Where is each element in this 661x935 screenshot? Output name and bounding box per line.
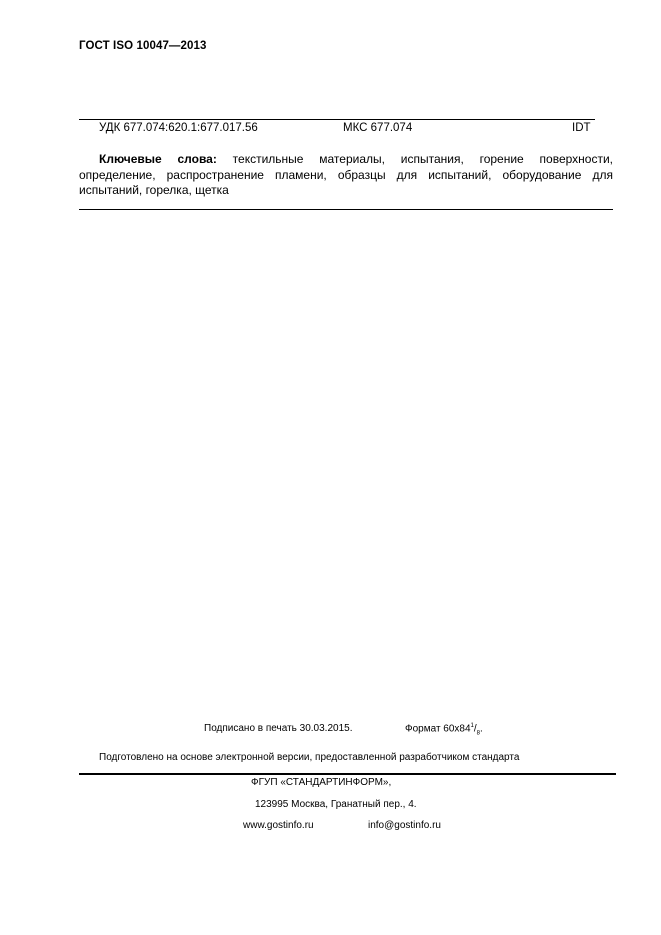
udk-code: УДК 677.074:620.1:677.017.56 — [99, 122, 258, 134]
publisher-name: ФГУП «СТАНДАРТИНФОРМ», — [251, 777, 392, 788]
keywords-divider — [79, 209, 613, 210]
signed-for-print: Подписано в печать 30.03.2015. — [204, 723, 353, 734]
top-divider — [79, 119, 595, 120]
conformity-code: IDT — [572, 122, 591, 134]
document-code-header: ГОСТ ISO 10047—2013 — [79, 40, 207, 52]
prepared-note: Подготовлено на основе электронной версии, предоставленной разработчиком стандарта — [99, 752, 520, 763]
footer-divider — [79, 773, 616, 775]
format-prefix: Формат 60x84 — [405, 723, 471, 735]
format-numerator: 1 — [470, 723, 474, 729]
format-suffix: . — [480, 723, 483, 735]
email-link[interactable]: info@gostinfo.ru — [368, 820, 441, 831]
keywords-paragraph — [79, 152, 613, 199]
format-slash: / — [473, 723, 477, 735]
paper-format — [405, 723, 483, 736]
publisher-address: 123995 Москва, Гранатный пер., 4. — [255, 799, 417, 810]
keywords-label: Ключевые слова: — [99, 152, 217, 166]
mks-code: МКС 677.074 — [343, 122, 413, 134]
format-denominator: 8 — [476, 730, 481, 737]
website-link[interactable]: www.gostinfo.ru — [243, 820, 314, 831]
keywords-text: текстильные материалы, испытания, горение поверхности, определение, распространение пламени, образцы для испытаний, оборудование для испытаний, горелка, щетка — [79, 152, 613, 197]
